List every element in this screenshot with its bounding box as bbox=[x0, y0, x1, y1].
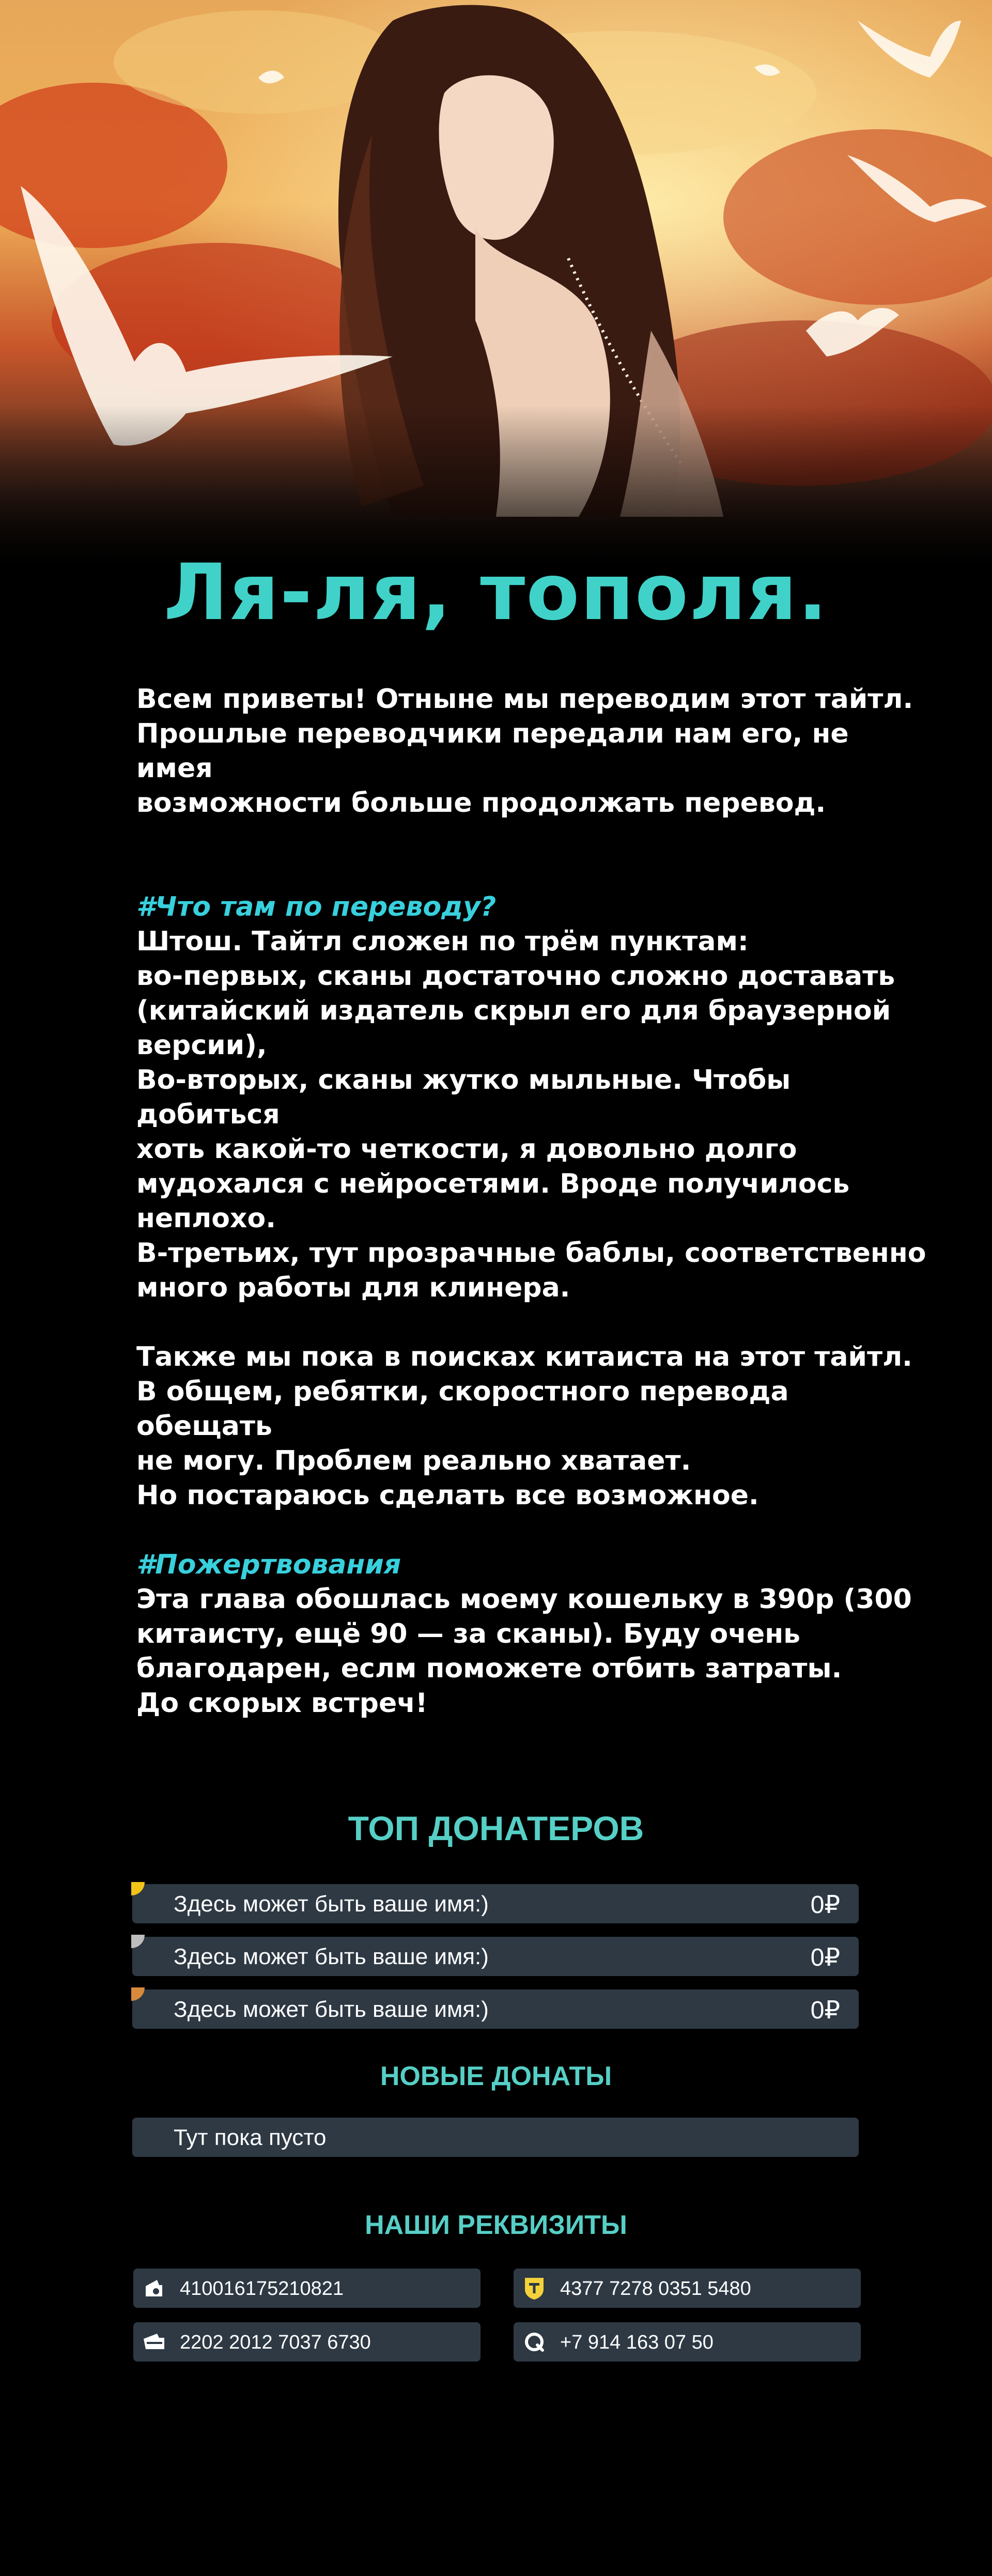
donor-amount: 0₽ bbox=[810, 1997, 840, 2024]
translation-line: Также мы пока в поисках китаиста на этот тайтл. bbox=[136, 1341, 912, 1372]
donor-name: Здесь может быть ваше имя:) bbox=[174, 1944, 489, 1969]
translation-line: не могу. Проблем реально хватает. bbox=[136, 1445, 691, 1476]
donations-line: благодарен, еслм поможете отбить затраты. bbox=[136, 1653, 842, 1684]
intro-line: Всем приветы! Отныне мы переводим этот тайтл. bbox=[136, 684, 913, 715]
card-icon bbox=[142, 2330, 166, 2354]
intro-line: возможности больше продолжать перевод. bbox=[136, 788, 826, 819]
bronze-medal-icon bbox=[131, 1987, 145, 2001]
translation-line: Но постараюсь сделать все возможное. bbox=[136, 1480, 759, 1511]
translation-line: Во-вторых, сканы жутко мыльные. Чтобы добиться bbox=[136, 1065, 791, 1130]
silver-medal-icon bbox=[131, 1935, 145, 1948]
requisite-value: 2202 2012 7037 6730 bbox=[180, 2332, 371, 2353]
donations-line: Эта глава обошлась моему кошельку в 390р (300 bbox=[136, 1584, 912, 1615]
requisite-qiwi[interactable] bbox=[514, 2322, 861, 2362]
gold-medal-icon bbox=[131, 1882, 145, 1895]
requisite-value: +7 914 163 07 50 bbox=[560, 2332, 714, 2353]
donations-line: китаисту, ещё 90 — за сканы). Буду очень bbox=[136, 1618, 801, 1649]
translation-hashtag: #Что там по переводу? bbox=[136, 891, 497, 922]
donor-name: Здесь может быть ваше имя:) bbox=[174, 1997, 489, 2022]
translation-line: неплохо. bbox=[136, 1203, 276, 1234]
translation-line: много работы для клинера. bbox=[136, 1272, 570, 1303]
donor-row bbox=[132, 1884, 859, 1923]
hero-illustration bbox=[0, 0, 992, 579]
empty-state: Тут пока пусто bbox=[174, 2125, 327, 2150]
qiwi-icon bbox=[522, 2330, 547, 2354]
donor-row bbox=[132, 1989, 859, 2029]
translation-line: во-первых, сканы достаточно сложно доставать bbox=[136, 961, 895, 992]
hero-art bbox=[0, 0, 992, 579]
translation-line: Штош. Тайтл сложен по трём пунктам: bbox=[136, 926, 749, 957]
donor-name: Здесь может быть ваше имя:) bbox=[174, 1891, 489, 1917]
page-title: Ля-ля, тополя. bbox=[163, 548, 829, 638]
donor-amount: 0₽ bbox=[810, 1944, 840, 1971]
new-donations-heading: НОВЫЕ ДОНАТЫ bbox=[380, 2061, 612, 2091]
translation-line: хоть какой-то четкости, я довольно долго bbox=[136, 1134, 797, 1165]
tinkoff-icon bbox=[522, 2276, 547, 2301]
intro-line: Прошлые переводчики передали нам его, не имея bbox=[136, 718, 849, 784]
requisite-value: 410016175210821 bbox=[180, 2278, 344, 2300]
requisite-tinkoff[interactable] bbox=[514, 2269, 861, 2308]
requisites-heading: НАШИ РЕКВИЗИТЫ bbox=[365, 2210, 627, 2240]
translation-line: (китайский издатель скрыл его для браузерной bbox=[136, 995, 891, 1026]
translation-line: В-третьих, тут прозрачные баблы, соответственно bbox=[136, 1238, 926, 1269]
new-donations-list bbox=[132, 2118, 859, 2157]
donor-row bbox=[132, 1937, 859, 1976]
translation-line: В общем, ребятки, скоростного перевода обещать bbox=[136, 1376, 789, 1442]
donations-hashtag: #Пожертвования bbox=[136, 1549, 401, 1580]
requisite-yoomoney[interactable] bbox=[133, 2269, 481, 2308]
yoomoney-icon bbox=[142, 2276, 166, 2301]
requisite-value: 4377 7278 0351 5480 bbox=[560, 2278, 751, 2300]
requisite-card[interactable] bbox=[133, 2322, 481, 2362]
donations-line: До скорых встреч! bbox=[136, 1688, 428, 1719]
top-donors-heading: ТОП ДОНАТЕРОВ bbox=[348, 1809, 644, 1847]
announcement-text bbox=[136, 682, 932, 1721]
translation-line: мудохался с нейросетями. Вроде получилось bbox=[136, 1168, 850, 1199]
donor-amount: 0₽ bbox=[810, 1891, 840, 1919]
translation-line: версии), bbox=[136, 1030, 267, 1061]
